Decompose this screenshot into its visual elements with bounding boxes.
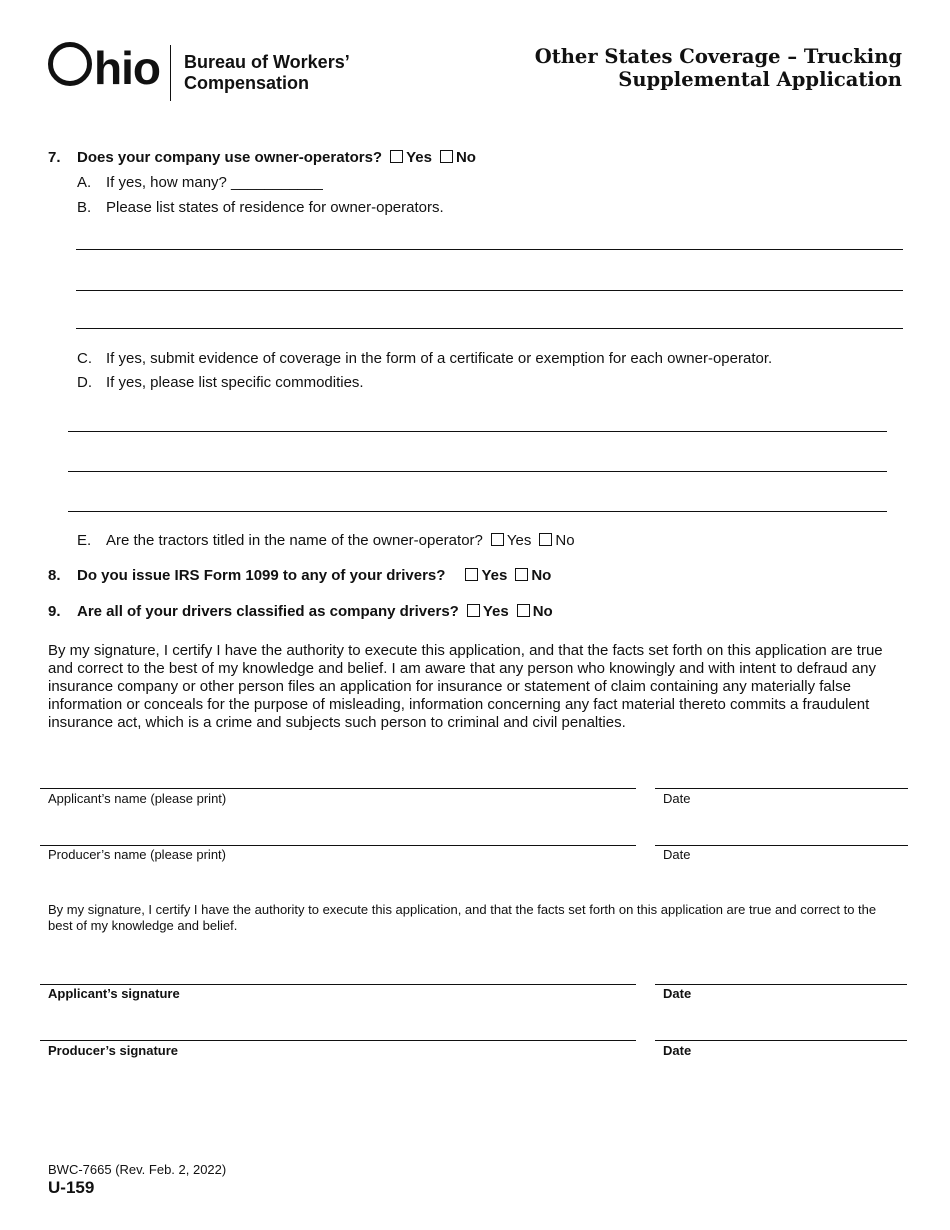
q7-no-label: No [455,149,476,166]
applicant-name-date-line[interactable] [655,788,908,789]
q7e-yes-label: Yes [506,532,532,549]
q9-no-label: No [532,603,553,620]
applicant-signature-line[interactable] [40,984,636,985]
q9-yes-label: Yes [482,603,509,620]
q8-no-checkbox[interactable] [515,568,528,581]
form-title-line1: Other States Coverage – Trucking [534,45,902,68]
question-7e-letter: E. [77,532,92,549]
states-answer-line-1[interactable] [76,249,903,250]
q7e-no-label: No [555,532,575,549]
question-9 [48,603,553,620]
producer-signature-line[interactable] [40,1040,636,1041]
applicant-signature-label: Applicant’s signature [48,986,180,1001]
question-7-text: Does your company use owner-operators? [77,149,383,166]
question-8 [48,567,551,584]
producer-name-line[interactable] [40,845,636,846]
form-title-line2: Supplemental Application [618,68,902,91]
applicant-name-line[interactable] [40,788,636,789]
commodities-answer-line-3[interactable] [68,511,887,512]
question-7a[interactable] [77,174,323,191]
question-7b-letter: B. [77,199,92,216]
bureau-line1: Bureau of Workers’ [184,52,350,72]
question-7e-text: Are the tractors titled in the name of the owner-operator? [106,532,483,549]
question-7-number: 7. [48,149,61,166]
producer-signature-date-line[interactable] [655,1040,907,1041]
question-7b-text: Please list states of residence for owner-operators. [106,199,444,216]
q7-yes-checkbox[interactable] [390,150,403,163]
q8-no-label: No [531,567,552,584]
commodities-answer-line-2[interactable] [68,471,887,472]
form-code: U-159 [48,1178,95,1197]
q7-yes-label: Yes [406,149,432,166]
logo-divider [170,45,171,101]
q9-no-checkbox[interactable] [517,604,530,617]
ohio-logo-text-rest: hio [94,42,160,94]
producer-name-label: Producer’s name (please print) [48,847,226,862]
q7e-yes-checkbox[interactable] [491,533,504,546]
question-9-number: 9. [48,603,61,620]
form-title [535,45,902,91]
question-7c [77,350,772,367]
question-7e [77,532,575,549]
certification-paragraph-2: By my signature, I certify I have the authority to execute this application, and that the facts set forth on this application are true and correct to the best of my knowledge and belief. [48,902,877,933]
producer-name-date-line[interactable] [655,845,908,846]
question-7d-text: If yes, please list specific commodities. [106,374,364,391]
question-7d-letter: D. [77,374,92,391]
question-7c-letter: C. [77,350,92,367]
producer-signature-label: Producer’s signature [48,1043,179,1058]
commodities-answer-line-1[interactable] [68,431,887,432]
states-answer-line-3[interactable] [76,328,903,329]
q7e-no-checkbox[interactable] [539,533,552,546]
ohio-o-icon [48,42,92,86]
states-answer-line-2[interactable] [76,290,903,291]
question-7a-text: If yes, how many? ___________ [106,174,323,191]
question-7b [77,199,444,216]
producer-name-date-label: Date [663,847,691,862]
producer-signature-date-label: Date [663,1043,692,1058]
form-revision: BWC-7665 (Rev. Feb. 2, 2022) [48,1162,227,1177]
ohio-logo [48,42,160,94]
applicant-name-date-label: Date [663,791,691,806]
q7-no-checkbox[interactable] [440,150,453,163]
q9-yes-checkbox[interactable] [467,604,480,617]
question-7d [77,374,364,391]
applicant-signature-date-label: Date [663,986,692,1001]
question-7c-text: If yes, submit evidence of coverage in the form of a certificate or exemption for each owner-operator. [106,350,773,367]
q8-yes-checkbox[interactable] [465,568,478,581]
q8-yes-label: Yes [481,567,508,584]
applicant-signature-date-line[interactable] [655,984,907,985]
question-7 [48,149,476,166]
question-8-number: 8. [48,567,61,584]
question-8-text: Do you issue IRS Form 1099 to any of your drivers? [77,567,446,584]
certification-paragraph-1: By my signature, I certify I have the authority to execute this application, and that the facts set forth on this application are true and correct to the best of my knowledge and belief. I am aware that any person who knowingly and with intent to defraud any insurance company or other person files an application for insurance or statement of claim containing any materially false information or conceals for the purpose of misleading, information concerning any fact material thereto commits a fraudulent insurance act, which is a crime and subjects such person to criminal and civil penalties. [48,642,883,731]
question-9-text: Are all of your drivers classified as company drivers? [77,603,459,620]
question-7a-letter: A. [77,174,92,191]
bureau-name [184,52,350,94]
applicant-name-label: Applicant’s name (please print) [48,791,227,806]
bureau-line2: Compensation [184,73,310,93]
